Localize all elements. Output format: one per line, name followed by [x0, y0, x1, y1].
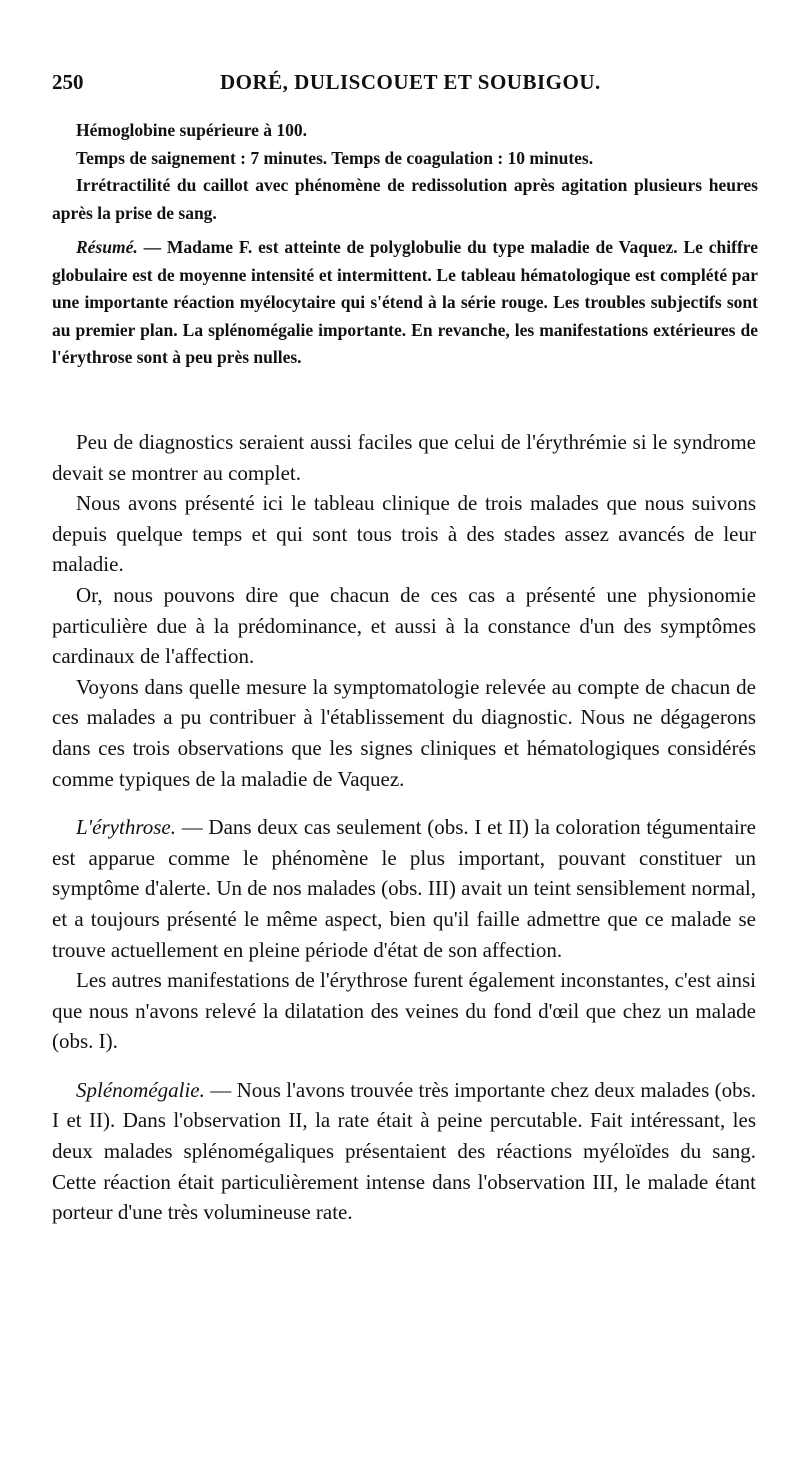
findings-line-3: Irrétractilité du caillot avec phénomène de redissolution après agitation plusieurs heures après la prise de sang.: [52, 175, 758, 223]
page-number: 250: [52, 70, 84, 94]
summary-paragraph: [52, 234, 758, 372]
erythrose-text: — Dans deux cas seulement (obs. I et II) la coloration tégumentaire est apparue comme le phénomène le plus important, pouvant constituer un symptôme d'alerte. Un de nos malades (obs. III) avait un teint sensiblement normal, et a toujours présenté le même aspect, bien qu'il faille admettre que ce malade se trouve actuellement en pleine période d'état de son affection.: [52, 815, 756, 962]
paragraph-4: Voyons dans quelle mesure la symptomatologie relevée au compte de chacun de ces malades a pu contribuer à l'établissement du diagnostic. Nous ne dégagerons dans ces trois observations que les signes cliniques et hématologiques considérés comme typiques de la maladie de Vaquez.: [52, 674, 756, 791]
summary-label: Résumé.: [76, 237, 138, 257]
summary-text: — Madame F. est atteinte de polyglobulie du type maladie de Vaquez. Le chiffre globulaire est de moyenne intensité et intermittent. Le tableau hématologique est complété par une importante réaction myélocytaire qui s'étend à la série rouge. Les troubles subjectifs sont au premier plan. La splénomégalie importante. En revanche, les manifestations extérieures de l'érythrose sont à peu près nulles.: [52, 237, 758, 367]
observation-findings: [52, 117, 758, 372]
paragraph-6: Les autres manifestations de l'érythrose furent également inconstantes, c'est ainsi que nous n'avons relevé la dilatation des veines du fond d'œil que chez un malade (obs. I).: [52, 968, 756, 1054]
splenomegalie-text: — Nous l'avons trouvée très importante chez deux malades (obs. I et II). Dans l'observation II, la rate était à peine percutable. Fait intéressant, les deux malades splénomégaliques présentaient des réactions myéloïdes du sang. Cette réaction était particulièrement intense dans l'observation III, le malade étant porteur d'une très volumineuse rate.: [52, 1077, 756, 1225]
erythrose-heading: L'érythrose.: [76, 815, 176, 840]
paragraph-erythrose: [52, 812, 756, 965]
splenomegalie-heading: Splénomégalie.: [76, 1077, 205, 1102]
findings-line-1: Hémoglobine supérieure à 100.: [76, 120, 308, 140]
paragraph-1: Peu de diagnostics seraient aussi faciles que celui de l'érythrémie si le syndrome devait se montrer au complet.: [52, 430, 756, 485]
running-title: DORÉ, DULISCOUET ET SOUBIGOU.: [220, 70, 601, 94]
findings-line-2: Temps de saignement : 7 minutes. Temps de coagulation : 10 minutes.: [76, 147, 594, 168]
main-text: [52, 427, 756, 1228]
paragraph-2: Nous avons présenté ici le tableau clinique de trois malades que nous suivons depuis quelque temps et qui sont tous trois à des stades assez avancés de leur maladie.: [52, 491, 756, 577]
paragraph-splenomegalie: [52, 1075, 756, 1228]
paragraph-3: Or, nous pouvons dire que chacun de ces cas a présenté une physionomie particulière due à la prédominance, et aussi à la constance d'un des symptômes cardinaux de l'affection.: [52, 582, 756, 669]
